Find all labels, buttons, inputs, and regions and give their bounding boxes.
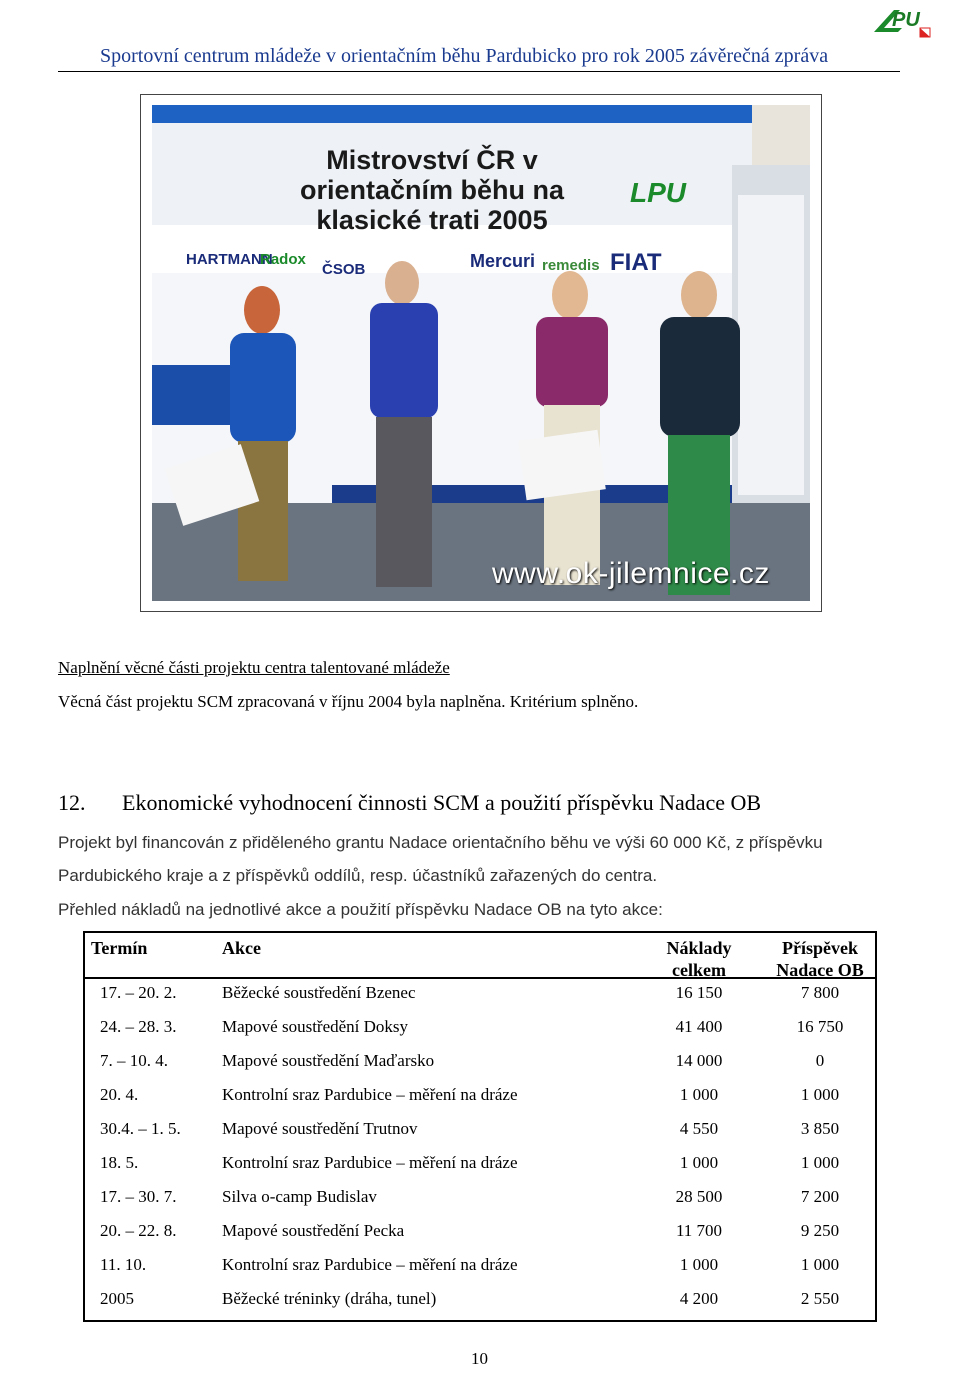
cell-contribution: 16 750 (796, 1017, 844, 1036)
cell-contribution: 1 000 (800, 1153, 840, 1172)
cell-cost: 16 150 (675, 983, 723, 1002)
svg-text:PU: PU (892, 9, 920, 31)
header-divider (85, 977, 875, 979)
cell-cost: 11 700 (675, 1221, 723, 1240)
cell-term: 20. 4. (100, 1085, 139, 1104)
photo-banner-title: Mistrovství ČR v orientačním běhu na klasické trati 2005 (299, 145, 565, 235)
athlete-4 (660, 271, 740, 595)
cell-action: Kontrolní sraz Pardubice – měření na dráze (222, 1085, 518, 1104)
cell-contribution: 9 250 (800, 1221, 840, 1240)
lpu-logo (870, 4, 940, 38)
cost-table (83, 931, 877, 1322)
paragraph-line: Pardubického kraje a z příspěvků oddílů, resp. účastníků zařazených do centra. (58, 866, 658, 885)
cell-term: 17. – 20. 2. (100, 983, 177, 1002)
photo-sponsor: Radox (260, 251, 306, 268)
section-number: 12. (58, 790, 86, 815)
cell-contribution: 0 (815, 1051, 825, 1070)
photo-sponsor: HARTMANN (186, 251, 273, 268)
photo-sponsor: remedis (542, 257, 600, 274)
cell-term: 11. 10. (100, 1255, 147, 1274)
cell-contribution: 7 200 (800, 1187, 840, 1206)
cell-term: 2005 (100, 1289, 134, 1308)
header-title: Sportovní centrum mládeže v orientačním běhu Pardubicko pro rok 2005 závěrečná zpráva (100, 45, 829, 67)
cell-action: Kontrolní sraz Pardubice – měření na dráze (222, 1255, 518, 1274)
cell-action: Mapové soustředění Trutnov (222, 1119, 418, 1138)
cell-contribution: 1 000 (800, 1255, 840, 1274)
section-text: Věcná část projektu SCM zpracovaná v říjnu 2004 byla naplněna. Kritérium splněno. (58, 692, 639, 711)
cell-term: 18. 5. (100, 1153, 139, 1172)
column-header-term: Termín (91, 938, 148, 958)
award-ceremony-photo (152, 105, 810, 601)
column-header-contribution: Příspěvek Nadace OB (776, 938, 864, 980)
cell-term: 7. – 10. 4. (100, 1051, 168, 1070)
paragraph-line: Projekt byl financován z přiděleného grantu Nadace orientačního běhu ve výši 60 000 Kč, z příspěvku (58, 833, 823, 852)
cell-action: Mapové soustředění Maďarsko (222, 1051, 435, 1070)
paragraph-line: Přehled nákladů na jednotlivé akce a použití příspěvku Nadace OB na tyto akce: (58, 900, 663, 919)
photo-url: www.ok-jilemnice.cz (492, 557, 770, 590)
photo-frame (140, 94, 822, 612)
cell-term: 20. – 22. 8. (100, 1221, 177, 1240)
cell-action: Běžecké soustředění Bzenec (222, 983, 416, 1002)
cell-term: 24. – 28. 3. (100, 1017, 177, 1036)
cell-contribution: 7 800 (800, 983, 840, 1002)
cell-cost: 41 400 (675, 1017, 723, 1036)
cell-action: Kontrolní sraz Pardubice – měření na dráze (222, 1153, 518, 1172)
photo-sponsor: Mercuri (470, 251, 536, 271)
cell-cost: 28 500 (675, 1187, 723, 1206)
cell-action: Mapové soustředění Doksy (222, 1017, 409, 1036)
cell-term: 17. – 30. 7. (100, 1187, 177, 1206)
cell-action: Mapové soustředění Pecka (222, 1221, 405, 1240)
cell-contribution: 1 000 (800, 1085, 840, 1104)
cell-cost: 1 000 (679, 1255, 719, 1274)
cell-cost: 1 000 (679, 1085, 719, 1104)
column-header-cost: Náklady celkem (666, 938, 732, 980)
section-title: Ekonomické vyhodnocení činnosti SCM a použití příspěvku Nadace OB (122, 790, 762, 815)
section-heading: Naplnění věcné části projektu centra talentované mládeže (58, 658, 450, 677)
photo-sponsor: FIAT (610, 249, 662, 276)
cell-contribution: 3 850 (800, 1119, 840, 1138)
cell-action: Silva o-camp Budislav (222, 1187, 377, 1206)
photo-sponsor: LPU (630, 177, 686, 208)
cell-cost: 4 550 (679, 1119, 719, 1138)
column-header-action: Akce (222, 938, 261, 958)
cell-cost: 14 000 (675, 1051, 723, 1070)
cell-cost: 1 000 (679, 1153, 719, 1172)
cell-cost: 4 200 (679, 1289, 719, 1308)
cell-contribution: 2 550 (800, 1289, 840, 1308)
athlete-2 (370, 261, 438, 587)
cell-term: 30.4. – 1. 5. (100, 1119, 181, 1138)
cell-action: Běžecké tréninky (dráha, tunel) (222, 1289, 437, 1308)
page-header (58, 44, 900, 72)
athlete-3 (536, 271, 608, 585)
page-number: 10 (471, 1349, 488, 1368)
photo-sponsor: ČSOB (322, 261, 366, 278)
